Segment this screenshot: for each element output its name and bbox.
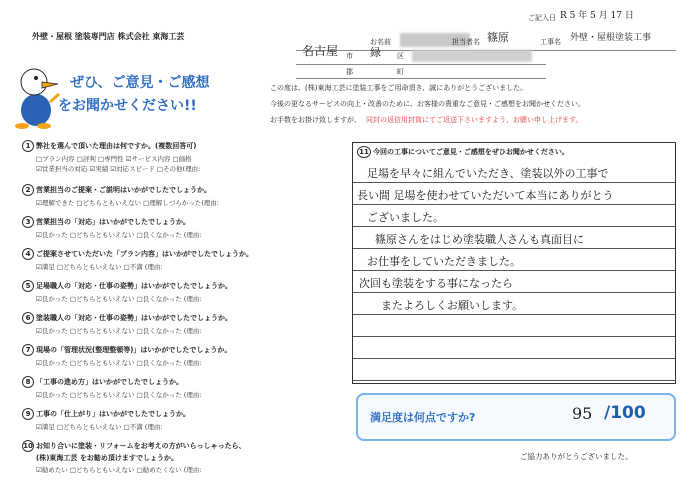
intro-line1: この度は、(株)東海工芸に塗装工事をご用命頂き、誠にありがとうございました。 — [270, 84, 528, 92]
question-options[interactable]: ☑良かった □どちらともいえない □良くなかった (理由: — [36, 231, 202, 239]
town-label: 町 — [397, 68, 404, 76]
question-number: 11 — [357, 146, 371, 158]
question-title: 今回の工事についてご意見・ご感想をぜひお聞かせください。 — [373, 148, 569, 156]
question-title: 弊社を選んで頂いた理由は何ですか。(複数回答可) — [36, 142, 197, 150]
mascot-duck-icon — [12, 64, 62, 130]
question-title: ご提案させていただいた「プラン内容」はいかがでしたでしょうか。 — [36, 250, 253, 258]
question-2 — [22, 184, 219, 207]
question-options[interactable]: □プラン内容 □評判 □専門性 ☑サービス内容 □価格 — [36, 155, 192, 163]
question-options[interactable]: ☑勧めたい □どちらともいえない □勧めたくない (理由: — [36, 466, 202, 474]
ward-label: 区 — [397, 52, 404, 60]
question-number: 4 — [22, 248, 34, 260]
comment-line — [353, 315, 675, 337]
staff-label: 担当者名 — [452, 38, 480, 46]
intro-line3: お手数をお掛け致しますが、 — [270, 116, 361, 124]
name-label: お名前 — [370, 38, 391, 46]
question-8 — [22, 376, 202, 399]
question-number: 7 — [22, 344, 34, 356]
question-options[interactable]: ☑良かった □どちらともいえない □良くなかった (理由: — [36, 391, 202, 399]
question-3 — [22, 216, 202, 239]
score-box[interactable] — [356, 393, 676, 441]
staff-value: 篠原 — [487, 31, 509, 44]
comment-line: お仕事をしていただきました。 — [353, 249, 675, 271]
question-number: 6 — [22, 312, 34, 324]
work-label: 工事名 — [540, 38, 561, 46]
question-number: 3 — [22, 216, 34, 228]
question-title: 営業担当のご提案・ご説明はいかがでしたでしょうか。 — [36, 186, 211, 194]
question-title: 営業担当の「対応」はいかがでしたでしょうか。 — [36, 218, 190, 226]
comment-line: 篠原さんをはじめ塗装職人さんも真面目に — [353, 227, 675, 249]
question-number: 1 — [22, 140, 34, 152]
question-1 — [22, 140, 200, 173]
address-redacted — [412, 50, 532, 62]
comment-line — [353, 337, 675, 359]
question-title: 足場職人の「対応・仕事の姿勢」はいかがでしたでしょうか。 — [36, 282, 232, 290]
question-7 — [22, 344, 231, 367]
footer-thanks: ご協力ありがとうございました。 — [520, 452, 633, 461]
ward-value: 緑 — [370, 46, 381, 59]
intro-line2: 今後の更なるサービスの向上・改善のために、お客様の貴重なご意見・ご感想をお聞かせください。 — [270, 100, 585, 108]
question-options[interactable]: ☑良かった □どちらともいえない □良くなかった (理由: — [36, 295, 202, 303]
question-title: 「工事の進め方」はいかがでしたでしょうか。 — [36, 378, 183, 386]
banner-line1: ぜひ、ご意見・ご感想 — [70, 75, 210, 91]
question-title-2: (株)東海工芸 をお勧め頂けますでしょうか。 — [36, 454, 179, 462]
comment-line: またよろしくお願いします。 — [353, 293, 675, 315]
comment-title — [357, 146, 569, 158]
score-max: /100 — [604, 403, 646, 423]
date-value: R 5 年 5 月 17 日 — [560, 11, 634, 21]
address-underline — [296, 64, 546, 65]
question-6 — [22, 312, 232, 335]
banner-line2: をお聞かせください!! — [58, 98, 197, 114]
question-options[interactable]: ☑良かった □どちらともいえない □良くなかった (理由: — [36, 359, 202, 367]
question-options[interactable]: ☑満足 □どちらともいえない □不満 (理由: — [36, 263, 163, 271]
score-question: 満足度は何点ですか? — [370, 411, 476, 424]
question-title: 塗装職人の「対応・仕事の姿勢」はいかがでしたでしょうか。 — [36, 314, 232, 322]
question-title: お知り合いに塗装・リフォームをお考えの方がいらっしゃったら、 — [36, 442, 246, 450]
question-number: 5 — [22, 280, 34, 292]
question-options[interactable]: ☑理解できた □どちらともいえない □理解しづらかった(理由: — [36, 199, 219, 207]
questions-column — [22, 140, 342, 490]
question-options[interactable]: ☑良かった □どちらともいえない □良くなかった (理由: — [36, 327, 202, 335]
score-value: 95 — [572, 404, 593, 423]
address-city: 名古屋 — [302, 44, 339, 58]
question-number: 9 — [22, 408, 34, 420]
comment-lines — [353, 161, 675, 381]
comment-line: ございました。 — [353, 205, 675, 227]
question-number: 10 — [23, 442, 33, 450]
question-9 — [22, 408, 190, 431]
comment-line: 長い間 足場を使わせていただいて本当にありがとう — [353, 183, 675, 205]
comment-line: 次回も塗装をする事になったら — [353, 271, 675, 293]
question-4 — [22, 248, 253, 271]
question-number: 2 — [22, 184, 34, 196]
comment-box[interactable] — [352, 142, 676, 384]
comment-line — [353, 359, 675, 381]
date-label: ご記入日 — [528, 14, 556, 22]
intro-line3-red: 同封の返信用封筒にてご返送下さいますよう、お願い申し上げます。 — [366, 116, 583, 124]
comment-line: 足場を早々に組んでいただき、塗装以外の工事で — [353, 161, 675, 183]
gun-label: 郡 — [346, 68, 353, 76]
work-value: 外壁・屋根塗装工事 — [570, 33, 652, 43]
question-number: 8 — [22, 376, 34, 388]
address-underline-2 — [296, 78, 546, 79]
question-options[interactable]: ☑営業担当の対応 ☑実績 ☑対応スピード □その他(理由: — [36, 165, 201, 173]
question-5 — [22, 280, 232, 303]
question-title: 工事の「仕上がり」はいかがでしたでしょうか。 — [36, 410, 190, 418]
question-title: 現場の「管理状況(整理整頓等)」はいかがでしたでしょうか。 — [36, 346, 232, 354]
city-label: 市 — [346, 52, 353, 60]
question-10 — [22, 440, 246, 474]
question-options[interactable]: ☑満足 □どちらともいえない □不満 (理由: — [36, 423, 163, 431]
company-line: 外壁・屋根 塗装専門店 株式会社 東海工芸 — [32, 32, 185, 41]
